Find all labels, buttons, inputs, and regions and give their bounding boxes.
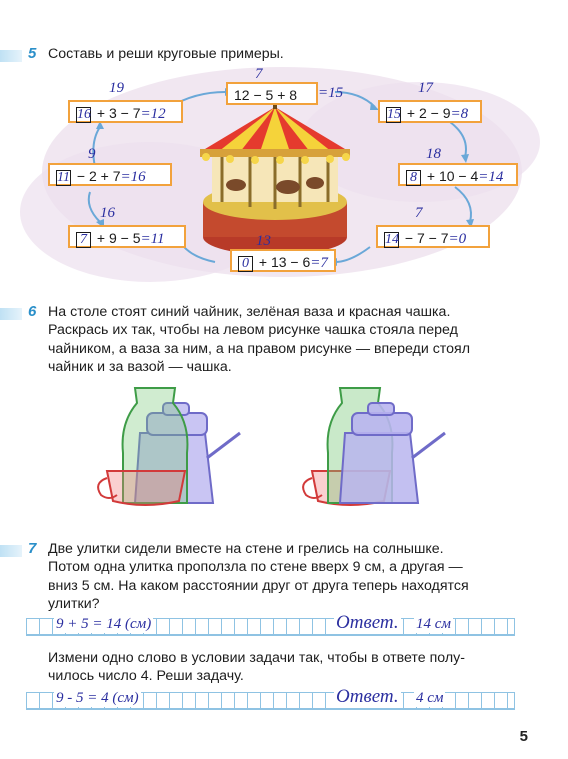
answer-square: 7 (76, 232, 91, 248)
page-number: 5 (519, 728, 528, 745)
text-line: На столе стоят синий чайник, зелёная ваза и красная чашка. (48, 304, 451, 320)
hint-number: 17 (418, 80, 433, 96)
answer-square: 8 (406, 170, 421, 186)
text-line: Две улитки сидели вместе на стене и грелись на солнышке. (48, 541, 444, 557)
equation-box-top (226, 82, 318, 105)
answer-square: 0 (238, 256, 253, 272)
hint-number: 7 (255, 66, 263, 82)
solution: 9 - 5 = 4 (см) (56, 690, 139, 706)
answer-label: Ответ. (336, 686, 399, 707)
equation-box-bottom-left (68, 225, 186, 248)
equation-answer: =7 (310, 255, 328, 271)
answer-value: 14 см (416, 616, 451, 632)
text-line: чилось число 4. Реши задачу. (48, 668, 244, 685)
equation-expression: + 2 − 9 (406, 105, 451, 121)
task-text (48, 303, 470, 376)
equation-expression: − 7 − 7 (404, 230, 449, 246)
task-marker (0, 308, 22, 320)
text-line: Раскрась их так, чтобы на левом рисунке чашка стояла перед (48, 322, 458, 339)
equation-expression: + 10 − 4 (426, 168, 479, 184)
equation-answer: =0 (448, 231, 467, 247)
equation-box-mid-left (48, 163, 172, 186)
equation-answer: =12 (140, 106, 166, 122)
right-coloring-picture (300, 383, 460, 513)
equation-box-top-left (68, 100, 183, 123)
text-line: вниз 5 см. На каком расстоянии друг от друга теперь находятся (48, 577, 469, 594)
answer-grid-row (26, 612, 515, 636)
answer-square: 16 (77, 107, 91, 122)
task-number: 5 (28, 45, 37, 62)
task-marker (0, 50, 22, 62)
answer-value: 4 см (416, 690, 444, 706)
equation-expression: + 3 − 7 (96, 105, 141, 121)
equation-expression: + 9 − 5 (96, 230, 141, 246)
answer-square: 11 (57, 170, 70, 185)
equation-answer: =11 (140, 231, 165, 247)
equation-answer: =8 (450, 106, 469, 122)
hint-number: 7 (415, 205, 423, 221)
equation-box-top-right (378, 100, 482, 123)
text-line: улитки? (48, 595, 100, 612)
text-line: Потом одна улитка проползла по стене вверх 9 см, а другая — (48, 559, 463, 576)
hint-number: 18 (426, 146, 441, 162)
hint-number: 9 (88, 146, 96, 162)
answer-square: 15 (387, 107, 401, 122)
hint-number: 19 (109, 80, 124, 96)
equation-expression: + 13 − 6 (258, 254, 311, 270)
answer-label: Ответ. (336, 612, 399, 633)
task-marker (0, 545, 22, 557)
equation-answer: =15 (318, 85, 344, 101)
hint-number: 16 (100, 205, 115, 221)
task-number: 7 (28, 540, 37, 557)
text-line: Измени одно слово в условии задачи так, чтобы в ответе полу- (48, 650, 465, 666)
text-line: чайник и за вазой — чашка. (48, 358, 232, 375)
hint-number: 13 (256, 233, 271, 249)
equation-box-bottom (230, 249, 336, 272)
task-text (48, 649, 465, 686)
task-title: Составь и реши круговые примеры. (48, 46, 284, 62)
equation-expression: − 2 + 7 (76, 168, 121, 184)
equation-answer: =14 (478, 169, 504, 185)
equation-box-mid-right (398, 163, 518, 186)
answer-square: 14 (385, 232, 399, 247)
equation-answer: =16 (120, 169, 146, 185)
text-line: чайником, а ваза за ним, а на правом рисунке — впереди стоял (48, 340, 470, 357)
equation-expression: 12 − 5 + 8 (234, 87, 298, 103)
solution: 9 + 5 = 14 (см) (56, 616, 152, 632)
task-number: 6 (28, 303, 37, 320)
task-text (48, 540, 469, 613)
answer-grid-row (26, 686, 515, 710)
left-coloring-picture (95, 383, 255, 513)
equation-box-bottom-right (376, 225, 490, 248)
